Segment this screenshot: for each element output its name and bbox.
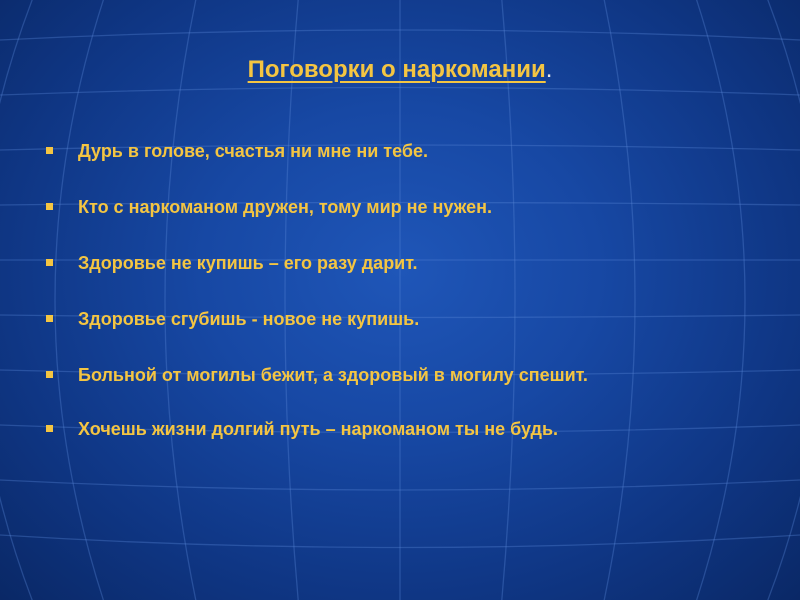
list-item-text: Дурь в голове, счастья ни мне ни тебе. (78, 141, 428, 161)
square-bullet-icon (46, 259, 53, 266)
square-bullet-icon (46, 425, 53, 432)
list-item-text: Больной от могилы бежит, а здоровый в могилу спешит. (78, 365, 588, 385)
slide-title-container (0, 56, 800, 84)
list-item-text: Кто с наркоманом дружен, тому мир не нужен. (78, 197, 493, 217)
slide-title: Поговорки о наркомании (247, 56, 546, 83)
square-bullet-icon (46, 371, 53, 378)
list-item (46, 141, 746, 161)
proverb-list (46, 141, 746, 473)
slide-title-period: . (545, 56, 553, 83)
list-item-text: Здоровье сгубишь - новое не купишь. (78, 309, 420, 329)
list-item (46, 365, 746, 385)
list-item (46, 309, 746, 329)
square-bullet-icon (46, 315, 53, 322)
list-item-text: Здоровье не купишь – его разу дарит. (78, 253, 418, 273)
list-item (46, 419, 746, 439)
list-item (46, 253, 746, 273)
list-item (46, 197, 746, 217)
square-bullet-icon (46, 147, 53, 154)
list-item-text: Хочешь жизни долгий путь – наркоманом ты не будь. (78, 419, 559, 439)
square-bullet-icon (46, 203, 53, 210)
